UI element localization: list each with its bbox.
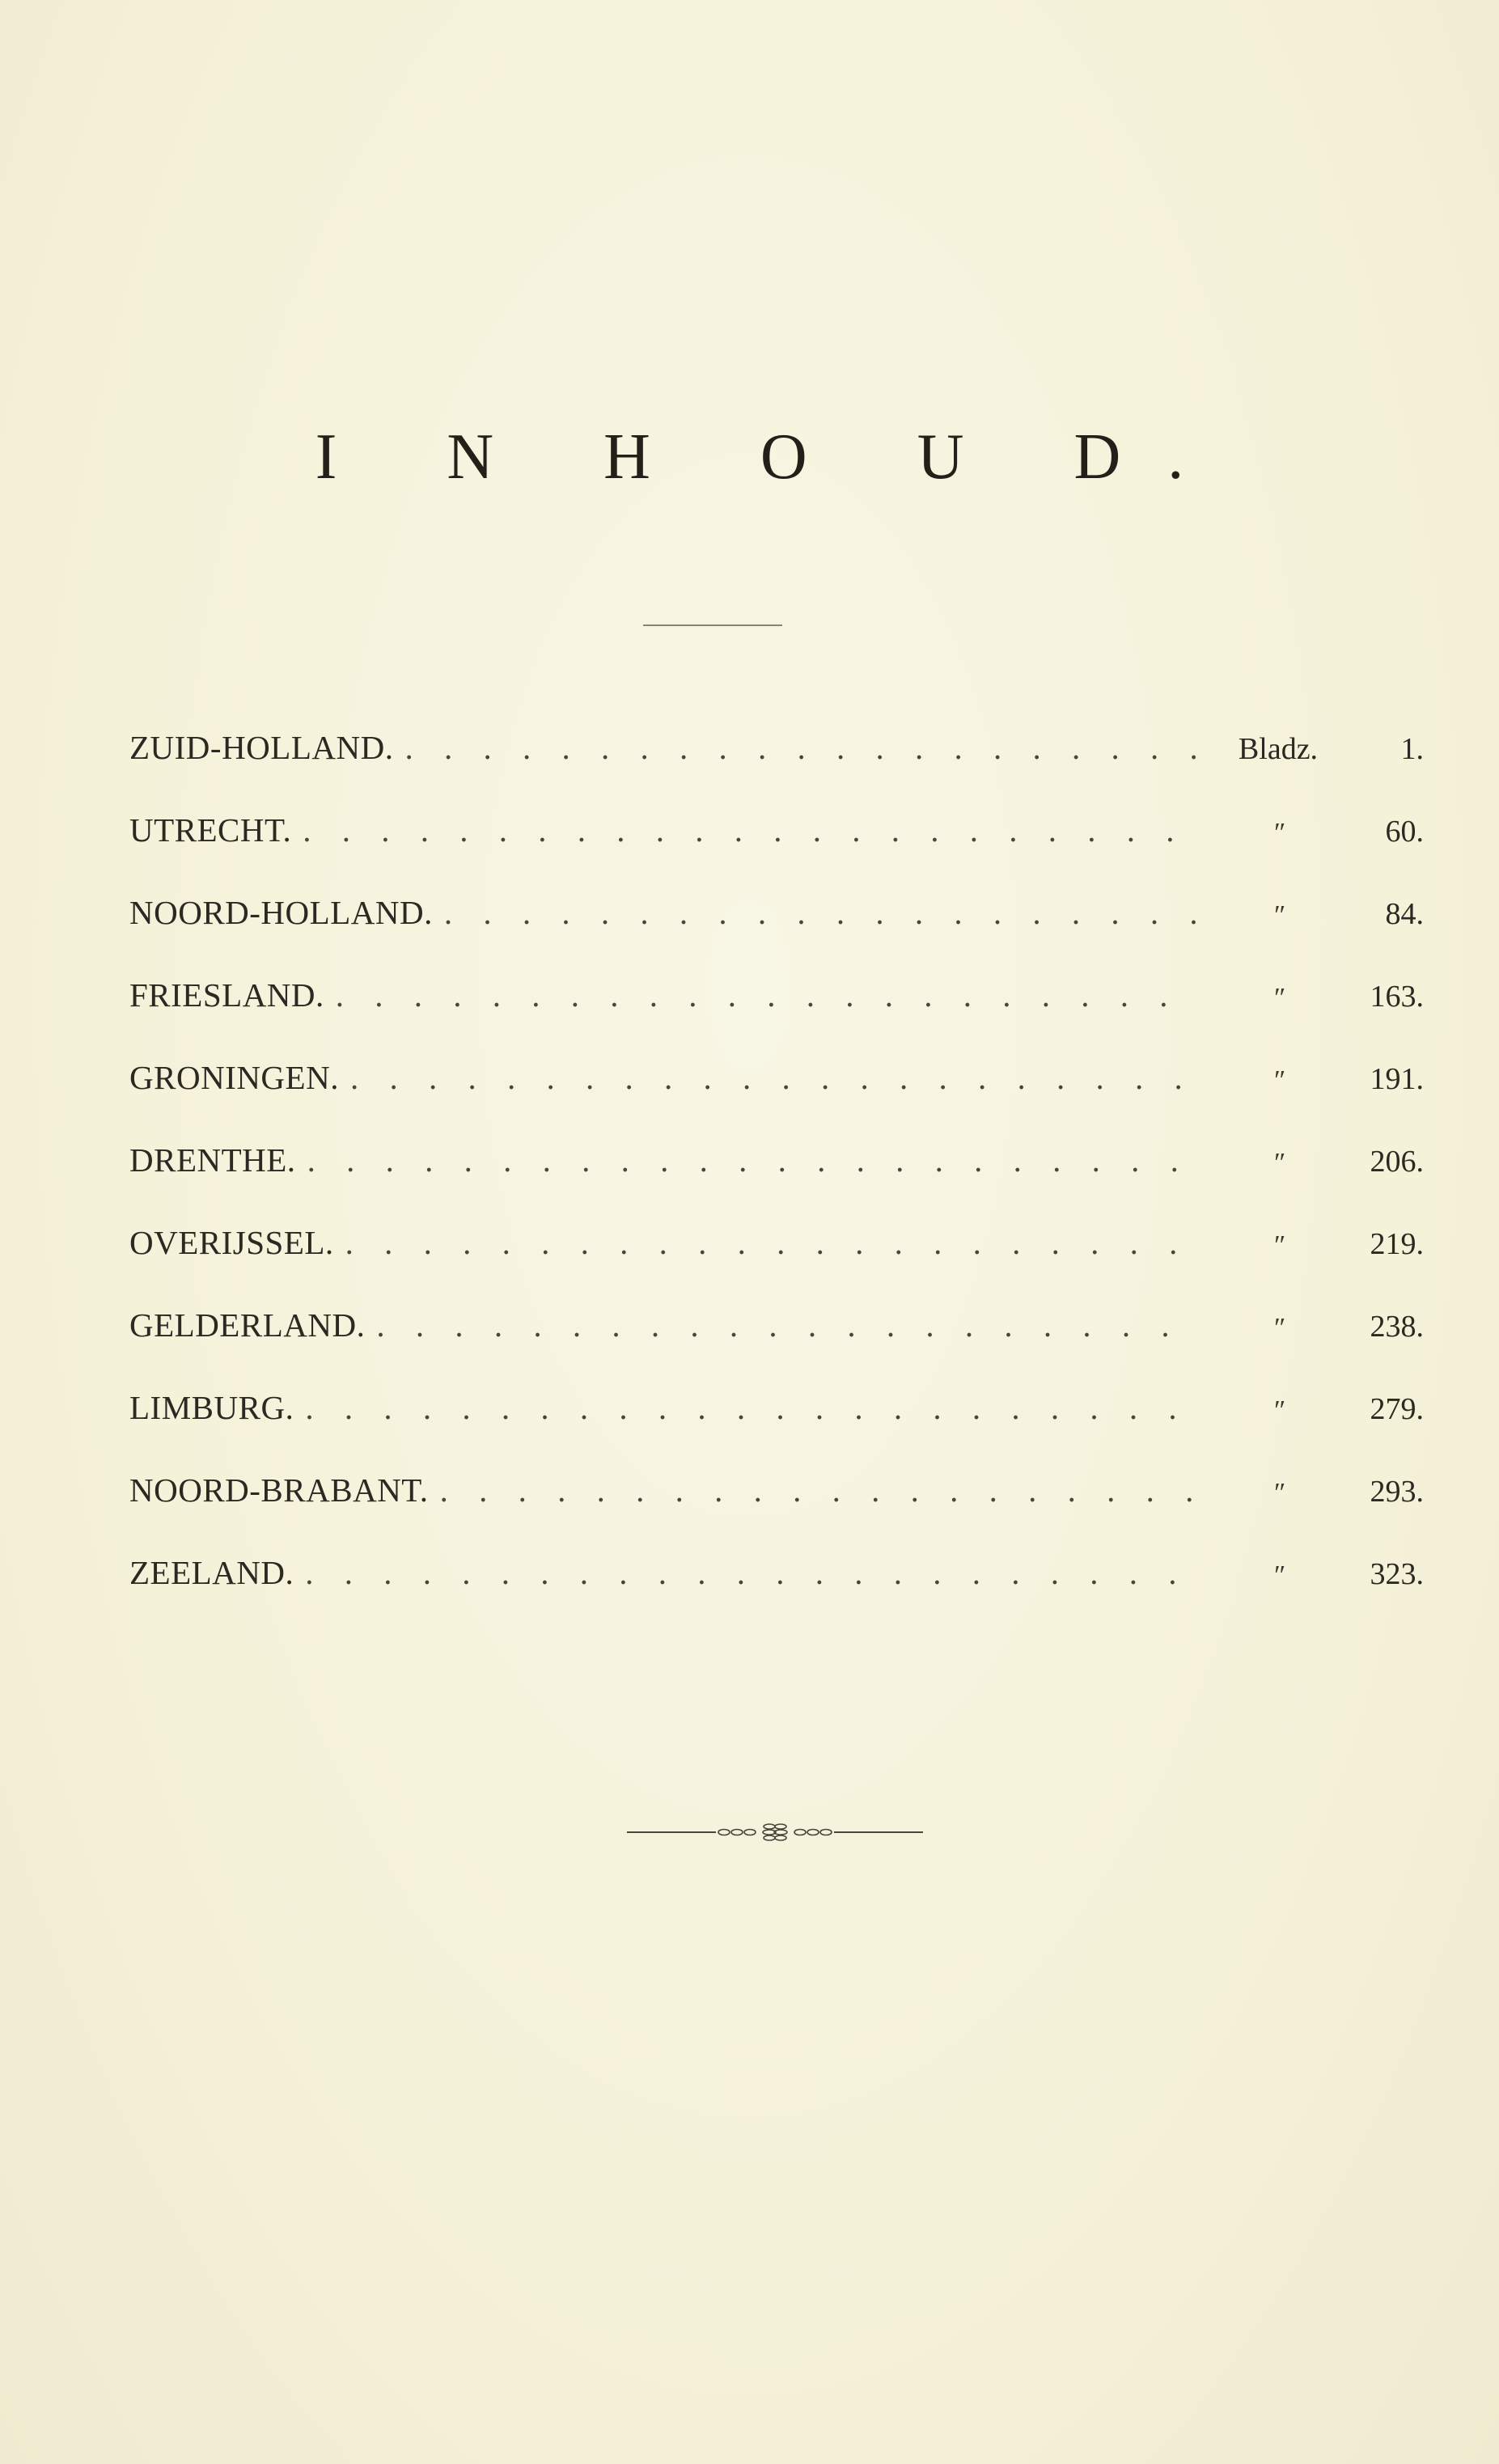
toc-entry-page: 163. xyxy=(1370,980,1424,1014)
toc-entry-page: 293. xyxy=(1370,1475,1424,1509)
toc-entry-name: GRONINGEN. xyxy=(129,1059,339,1096)
dot-leader xyxy=(303,811,1196,849)
toc-entry-zuid-holland[interactable] xyxy=(129,728,1424,811)
title-rule xyxy=(643,624,782,626)
dot-leader xyxy=(307,1141,1196,1179)
dot-leader xyxy=(305,1388,1196,1427)
toc-entry-name: FRIESLAND. xyxy=(129,976,324,1014)
toc-entry-page: 84. xyxy=(1385,897,1424,931)
toc-entry-name: ZUID-HOLLAND. xyxy=(129,729,394,766)
toc-entry-limburg[interactable] xyxy=(129,1388,1424,1471)
ditto-mark: ″ xyxy=(1272,1478,1285,1508)
toc-entry-zeeland[interactable] xyxy=(129,1553,1424,1636)
toc-entry-name: NOORD-HOLLAND. xyxy=(129,894,433,931)
toc-entry-page: 206. xyxy=(1370,1145,1424,1179)
toc-entry-noord-holland[interactable] xyxy=(129,893,1424,976)
toc-entry-page: 1. xyxy=(1400,732,1424,766)
ditto-mark: ″ xyxy=(1272,983,1285,1013)
ditto-mark: ″ xyxy=(1272,1560,1285,1590)
toc-entry-name: LIMBURG. xyxy=(129,1389,294,1426)
toc-entry-name: NOORD-BRABANT. xyxy=(129,1471,429,1509)
toc-entry-gelderland[interactable] xyxy=(129,1306,1424,1388)
dot-leader xyxy=(336,976,1196,1014)
dot-leader xyxy=(305,1553,1196,1592)
table-of-contents xyxy=(129,728,1424,1636)
toc-entry-page: 191. xyxy=(1370,1062,1424,1096)
ditto-mark: ″ xyxy=(1272,1230,1285,1260)
toc-entry-page: 219. xyxy=(1370,1227,1424,1261)
dot-leader xyxy=(440,1471,1196,1509)
toc-entry-groningen[interactable] xyxy=(129,1058,1424,1141)
toc-entry-name: ZEELAND. xyxy=(129,1554,294,1591)
toc-entry-page: 323. xyxy=(1370,1557,1424,1591)
dot-leader xyxy=(376,1306,1196,1344)
dot-leader xyxy=(350,1058,1196,1097)
toc-entry-noord-brabant[interactable] xyxy=(129,1471,1424,1553)
ditto-mark: ″ xyxy=(1272,1313,1285,1343)
ornament-divider xyxy=(627,1820,923,1844)
toc-entry-name: UTRECHT. xyxy=(129,811,292,849)
page-title: I N H O U D. xyxy=(315,421,1231,493)
dot-leader xyxy=(404,728,1196,767)
toc-entry-page: 60. xyxy=(1385,815,1424,849)
toc-entry-friesland[interactable] xyxy=(129,976,1424,1058)
toc-entry-utrecht[interactable] xyxy=(129,811,1424,893)
toc-entry-name: DRENTHE. xyxy=(129,1141,296,1179)
toc-entry-name: OVERIJSSEL. xyxy=(129,1224,334,1261)
toc-entry-name: GELDERLAND. xyxy=(129,1306,366,1344)
ditto-mark: ″ xyxy=(1272,1065,1285,1095)
dot-leader xyxy=(345,1223,1196,1262)
ditto-mark: ″ xyxy=(1272,818,1285,848)
dot-leader xyxy=(444,893,1196,932)
toc-entry-page: 238. xyxy=(1370,1310,1424,1344)
toc-entry-overijssel[interactable] xyxy=(129,1223,1424,1306)
ditto-mark: ″ xyxy=(1272,1148,1285,1178)
ditto-mark: ″ xyxy=(1272,1395,1285,1425)
bladz-label: Bladz. xyxy=(1238,732,1319,766)
toc-entry-page: 279. xyxy=(1370,1392,1424,1426)
toc-entry-drenthe[interactable] xyxy=(129,1141,1424,1223)
ditto-mark: ″ xyxy=(1272,900,1285,930)
